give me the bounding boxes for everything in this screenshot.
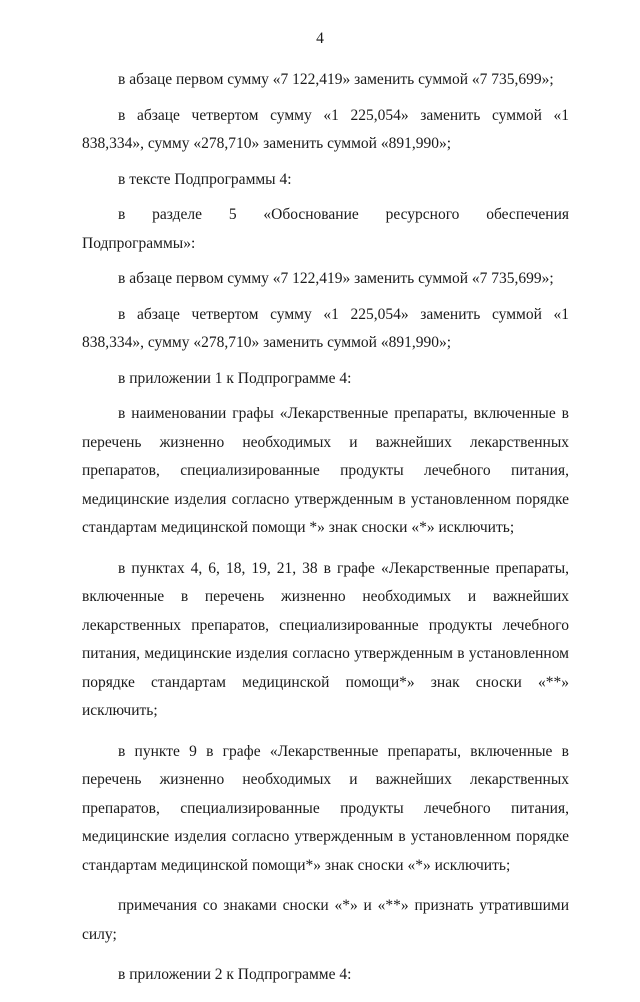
paragraph: в пунктах 4, 6, 18, 19, 21, 38 в графе «Лекарственные препараты, включенные в перечень жизненно необходимых и важнейших лекарственных препаратов, специализированные продукты лечебного питания, медицинские изделия согласно утвержденным в установленном порядке стандартам медицинской помощи*» знак сноски «**» исключить; [82, 559, 569, 719]
paragraph: в тексте Подпрограммы 4: [118, 170, 292, 188]
paragraph: в абзаце четвертом сумму «1 225,054» заменить суммой «1 838,334», сумму «278,710» заменить суммой «891,990»; [82, 305, 569, 351]
document-body [82, 66, 569, 1002]
paragraph: в приложении 1 к Подпрограмме 4: [118, 369, 352, 387]
paragraph: в разделе 5 «Обоснование ресурсного обеспечения Подпрограммы»: [82, 206, 569, 252]
paragraph: в абзаце первом сумму «7 122,419» заменить суммой «7 735,699»; [118, 71, 554, 88]
paragraph: в пункте 9 в графе «Лекарственные препараты, включенные в перечень жизненно необходимых и важнейших лекарственных препаратов, специализированные продукты лечебного питания, медицинские изделия согласно утвержденным в установленном порядке стандартам медицинской помощи*» знак сноски «*» исключить; [82, 742, 569, 874]
page-number: 4 [316, 30, 324, 47]
paragraph: в наименовании графы «Лекарственные препараты, включенные в перечень жизненно необходимых и важнейших лекарственных препаратов, специализированные продукты лечебного питания, медицинские изделия согласно утвержденным в установленном порядке стандартам медицинской помощи *» знак сноски «*» исключить; [82, 405, 569, 536]
paragraph: в абзаце первом сумму «7 122,419» заменить суммой «7 735,699»; [118, 270, 554, 287]
paragraph: примечания со знаками сноски «*» и «**» признать утратившими силу; [82, 897, 569, 943]
paragraph: в абзаце четвертом сумму «1 225,054» заменить суммой «1 838,334», сумму «278,710» заменить суммой «891,990»; [82, 106, 569, 152]
paragraph: в приложении 2 к Подпрограмме 4: [118, 966, 352, 983]
